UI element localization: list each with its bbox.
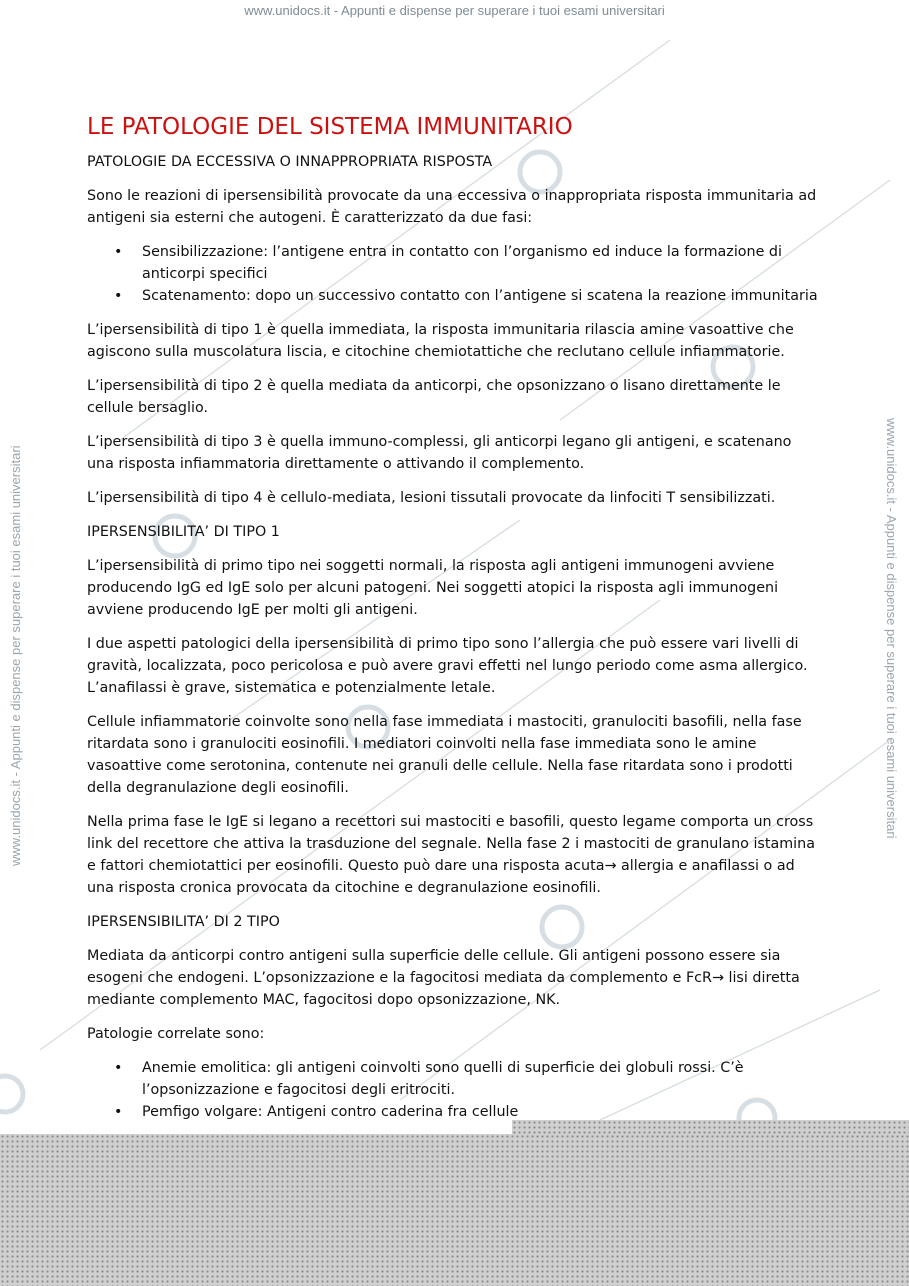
paragraph: I due aspetti patologici della ipersensibilità di primo tipo sono l’allergia che può essere vari livelli di gravità, localizzata, poco pericolosa e può avere gravi effetti nel lungo periodo come asma allergico. L’anafilassi è grave, sistematica e potenzialmente letale. [87, 636, 808, 696]
paragraph: Patologie correlate sono: [87, 1026, 265, 1042]
list-item: • Anemie emolitica: gli antigeni coinvolti sono quelli di superficie dei globuli rossi. C’è l’opsonizzazione e fagocitosi degli eritrociti. [87, 1057, 822, 1101]
paragraph: Cellule infiammatorie coinvolte sono nella fase immediata i mastociti, granulociti basofili, nella fase ritardata sono i granulociti eosinofili. I mediatori coinvolti nella fase immediata sono le amine vasoattive come serotonina, contenute nei granuli delle cellule. Nella fase ritardata sono i prodotti della degranulazione degli eosinofili. [87, 714, 802, 796]
paragraph: L’ipersensibilità di tipo 4 è cellulo-mediata, lesioni tissutali provocate da linfociti T sensibilizzati. [87, 490, 776, 506]
watermark-side-left: www.unidocs.it - Appunti e dispense per superare i tuoi esami universitari [8, 445, 23, 866]
preview-mask [0, 1134, 909, 1286]
section-heading-patologie: PATOLOGIE DA ECCESSIVA O INNAPPROPRIATA RISPOSTA [87, 154, 493, 170]
paragraph: L’ipersensibilità di tipo 2 è quella mediata da anticorpi, che opsonizzano o lisano direttamente le cellule bersaglio. [87, 378, 781, 416]
section-heading-tipo1: IPERSENSIBILITA’ DI TIPO 1 [87, 524, 280, 540]
phases-list [87, 241, 822, 307]
paragraph: Nella prima fase le IgE si legano a recettori sui mastociti e basofili, questo legame comporta un cross link del recettore che attiva la trasduzione del segnale. Nella fase 2 i mastociti de granulano istamina e fattori chemiotattici per eosinofili. Questo può dare una risposta acuta→ allergia e anafilassi o ad una risposta cronica provocata da citochine e degranulazione eosinofili. [87, 814, 815, 896]
paragraph: L’ipersensibilità di tipo 3 è quella immuno-complessi, gli anticorpi legano gli antigeni, e scatenano una risposta infiammatoria direttamente o attivando il complemento. [87, 434, 792, 472]
watermark-side-right: www.unidocs.it - Appunti e dispense per superare i tuoi esami universitari [884, 418, 899, 839]
paragraph: L’ipersensibilità di primo tipo nei soggetti normali, la risposta agli antigeni immunogeni avviene producendo IgG ed IgE solo per alcuni patogeni. Nei soggetti atopici la risposta agli immunogeni avviene producendo IgE per molti gli antigeni. [87, 558, 779, 618]
document-body [87, 112, 822, 1135]
paragraph: Mediata da anticorpi contro antigeni sulla superficie delle cellule. Gli antigeni possono essere sia esogeni che endogeni. L’opsonizzazione e la fagocitosi mediata da complemento e FcR→ lisi diretta mediante complemento MAC, fagocitosi dopo opsonizzazione, NK. [87, 948, 800, 1008]
list-item: • Scatenamento: dopo un successivo contatto con l’antigene si scatena la reazione immunitaria [87, 285, 822, 307]
watermark-header: www.unidocs.it - Appunti e dispense per superare i tuoi esami universitari [244, 3, 665, 18]
list-item: • Sensibilizzazione: l’antigene entra in contatto con l’organismo ed induce la formazione di anticorpi specifici [87, 241, 822, 285]
document-title: LE PATOLOGIE DEL SISTEMA IMMUNITARIO [87, 114, 573, 140]
paragraph: L’ipersensibilità di tipo 1 è quella immediata, la risposta immunitaria rilascia amine vasoattive che agiscono sulla muscolatura liscia, e citochine chemiotattiche che reclutano cellule infiammatorie. [87, 322, 794, 360]
paragraph: Sono le reazioni di ipersensibilità provocate da una eccessiva o inappropriata risposta immunitaria ad antigeni sia esterni che autogeni. È caratterizzato da due fasi: [87, 188, 817, 226]
list-item: • Pemfigo volgare: Antigeni contro caderina fra cellule [87, 1101, 822, 1123]
diseases-list [87, 1057, 822, 1123]
section-heading-tipo2: IPERSENSIBILITA’ DI 2 TIPO [87, 914, 280, 930]
